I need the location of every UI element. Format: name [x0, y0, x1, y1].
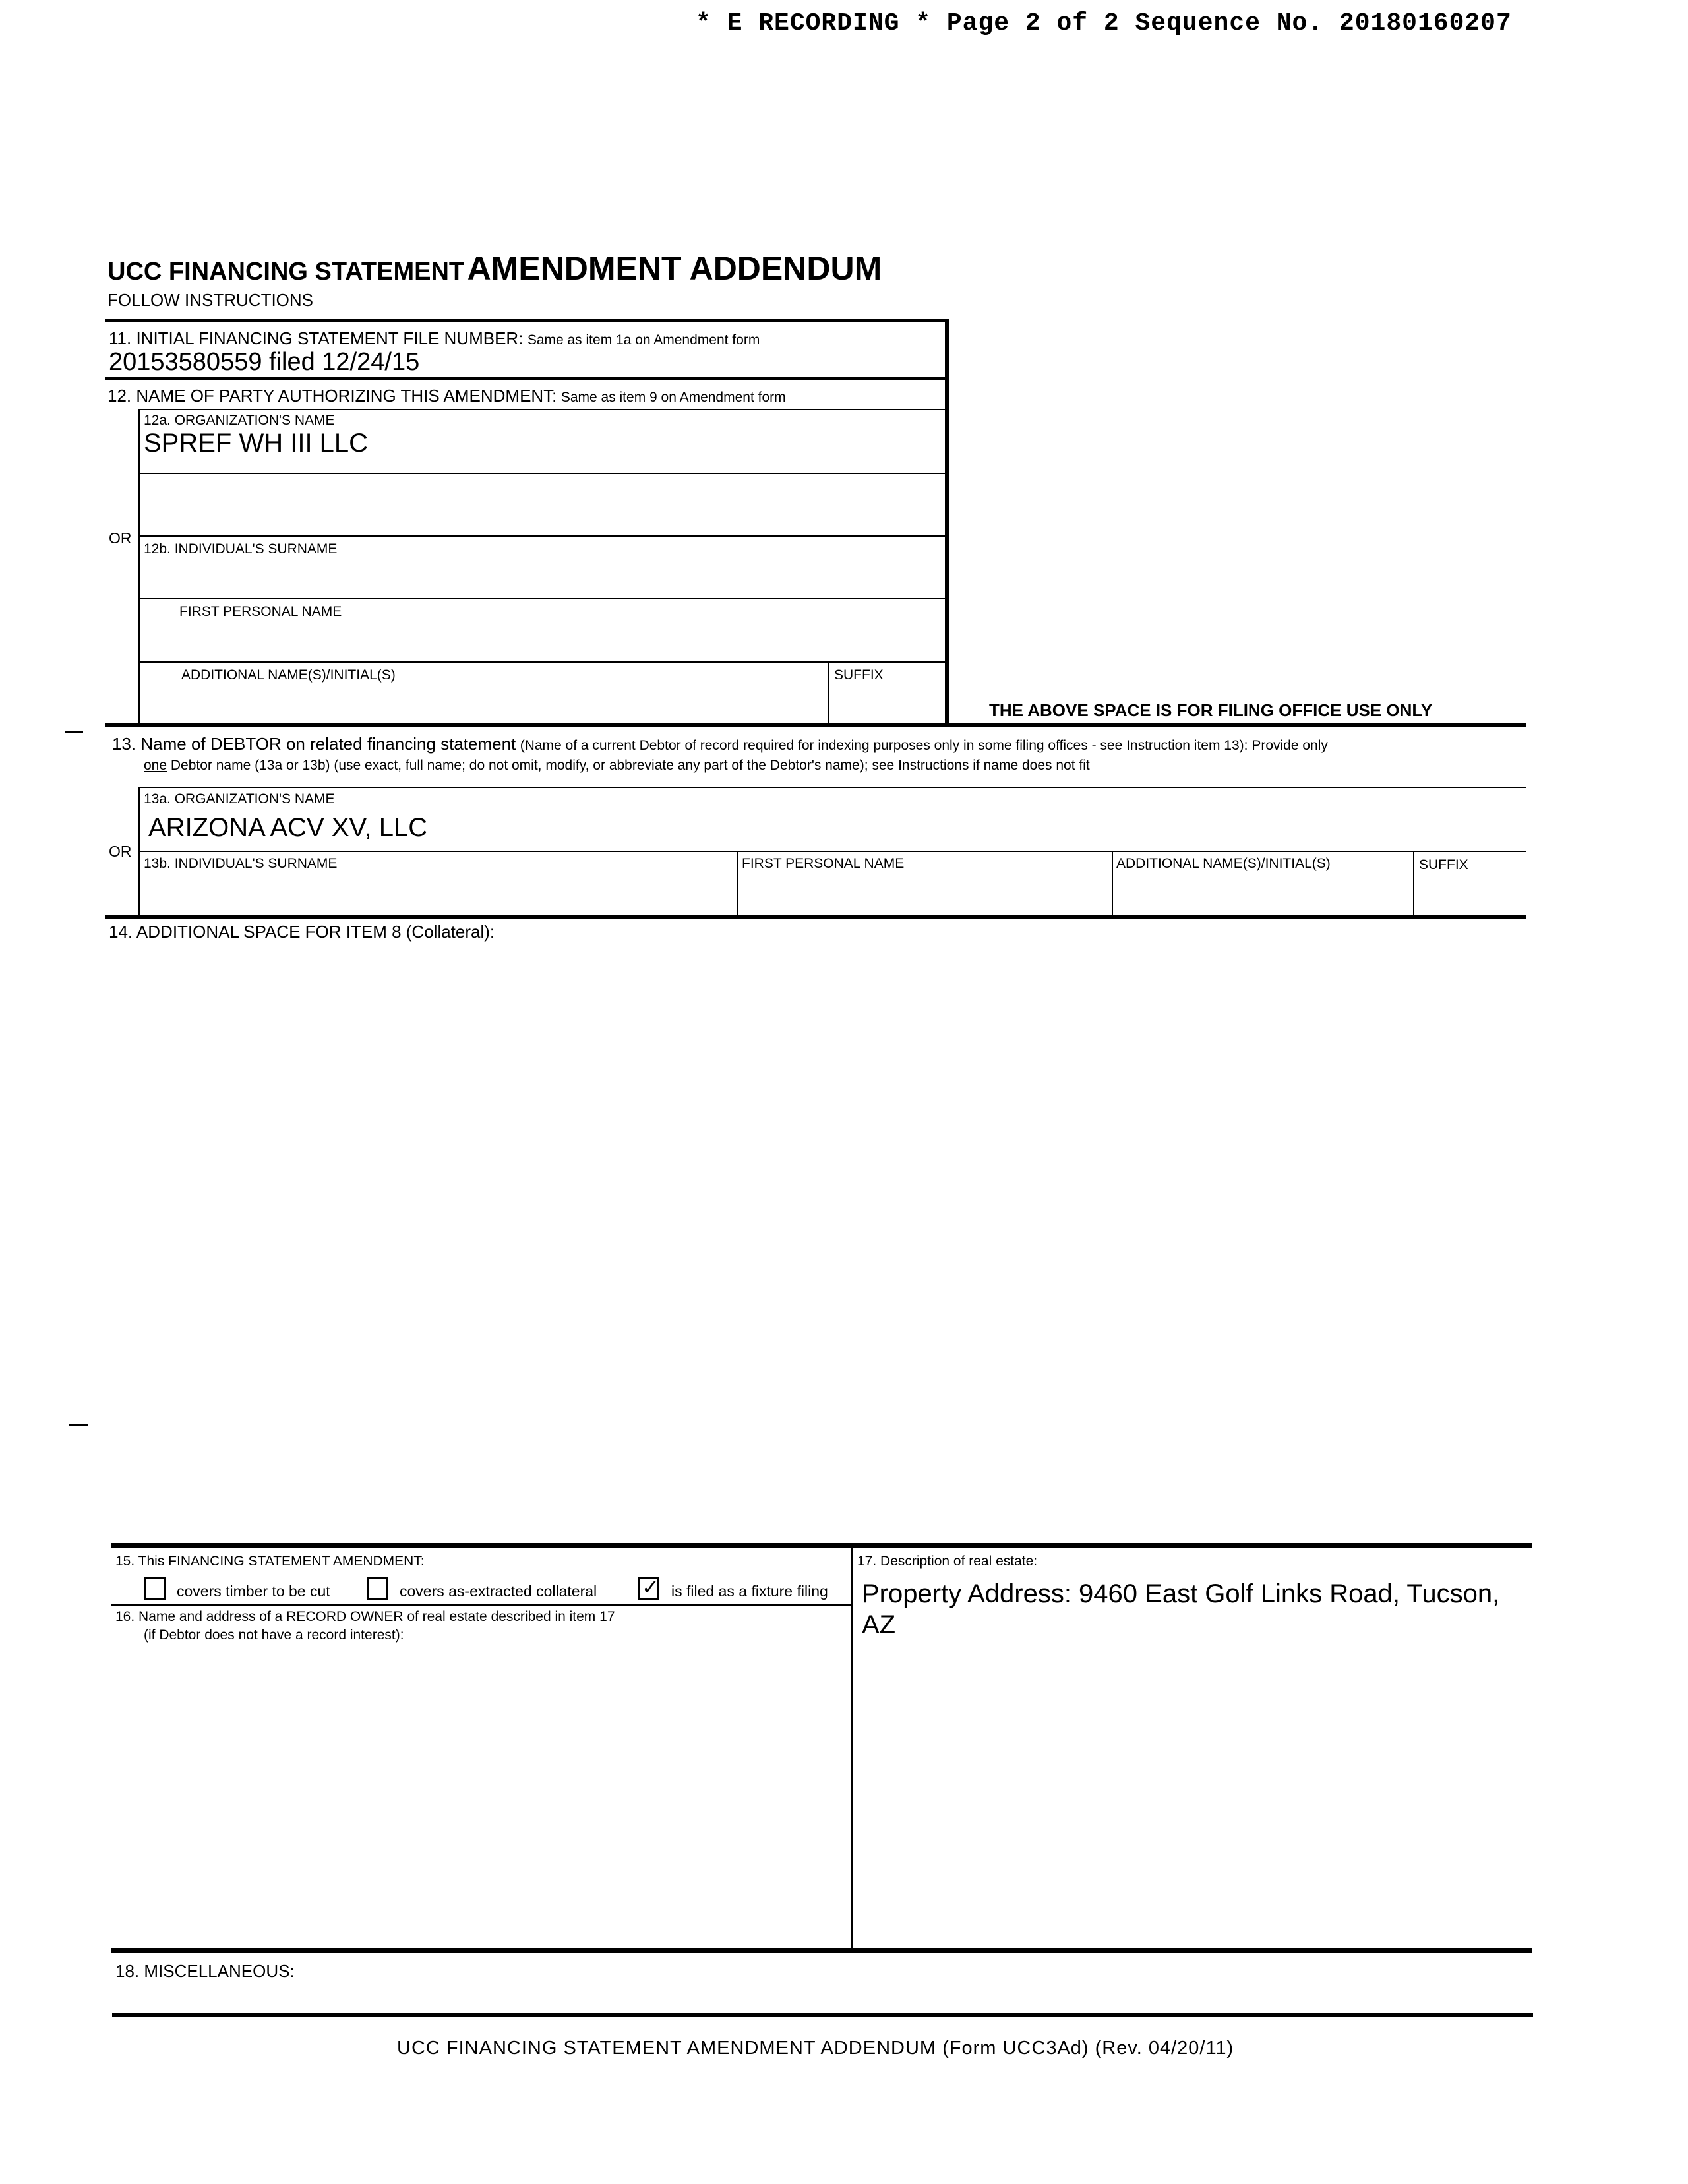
box-top-border — [106, 319, 948, 322]
checkbox-fixture-filing[interactable] — [638, 1577, 659, 1600]
checkbox-timber[interactable] — [144, 1577, 166, 1600]
item12b-label: 12b. INDIVIDUAL'S SURNAME — [144, 541, 338, 557]
item16-label: 16. Name and address of a RECORD OWNER of real estate described in item 17 — [115, 1609, 615, 1624]
checkmark-icon: ✓ — [642, 1575, 659, 1600]
item17-value-line2: AZ — [862, 1610, 896, 1639]
item18-bottom-border — [112, 2013, 1533, 2017]
item13a-label: 13a. ORGANIZATION'S NAME — [144, 791, 335, 806]
item13-bottom-border — [106, 915, 1526, 919]
filing-office-note: THE ABOVE SPACE IS FOR FILING OFFICE USE ONLY — [989, 700, 1433, 720]
item12-suffix-divider — [828, 661, 829, 724]
form-title-small: UCC FINANCING STATEMENT — [107, 258, 465, 286]
item13-label: 13. Name of DEBTOR on related financing statement (Name of a current Debtor of record required for indexing purposes only in some filing offices - see Instruction item 13): Provide only — [112, 734, 1328, 754]
item16-top-border — [111, 1604, 852, 1606]
item17-value-line1: Property Address: 9460 East Golf Links Road, Tucson, — [862, 1579, 1500, 1608]
recording-banner: * E RECORDING * Page 2 of 2 Sequence No. 20180160207 — [696, 9, 1512, 38]
item13-top-border — [106, 723, 1526, 727]
item18-top-border — [111, 1948, 1532, 1953]
item13-suffix-label: SUFFIX — [1419, 857, 1468, 872]
form-title — [107, 249, 882, 288]
item12-grid-left — [138, 409, 140, 724]
item12-or: OR — [109, 530, 132, 547]
item13-additional-label: ADDITIONAL NAME(S)/INITIAL(S) — [1116, 856, 1331, 871]
item13-row-border — [138, 851, 1526, 852]
item13-first-name-label: FIRST PERSONAL NAME — [742, 856, 905, 871]
checkbox-as-extracted[interactable] — [367, 1577, 388, 1600]
left-margin-tick-2 — [69, 1424, 88, 1426]
checkbox-as-extracted-label: covers as-extracted collateral — [400, 1583, 597, 1600]
item13-divider-2 — [1112, 851, 1113, 915]
item13b-label: 13b. INDIVIDUAL'S SURNAME — [144, 856, 338, 871]
item12-first-name-label: FIRST PERSONAL NAME — [179, 604, 342, 619]
item13-divider-3 — [1413, 851, 1414, 915]
item11-bottom-border — [106, 377, 948, 380]
checkbox-timber-label: covers timber to be cut — [177, 1583, 330, 1600]
form-footer: UCC FINANCING STATEMENT AMENDMENT ADDENDUM (Form UCC3Ad) (Rev. 04/20/11) — [397, 2038, 1234, 2059]
item17-label: 17. Description of real estate: — [857, 1554, 1038, 1569]
left-margin-tick-1 — [65, 731, 83, 733]
item11-label: 11. INITIAL FINANCING STATEMENT FILE NUMBER: Same as item 1a on Amendment form — [109, 328, 760, 348]
item12-additional-label: ADDITIONAL NAME(S)/INITIAL(S) — [181, 667, 396, 682]
item11-file-number: 20153580559 filed 12/24/15 — [109, 348, 420, 376]
follow-instructions: FOLLOW INSTRUCTIONS — [107, 290, 314, 310]
item14-label: 14. ADDITIONAL SPACE FOR ITEM 8 (Collateral): — [109, 922, 495, 942]
item12-row3-border — [138, 598, 946, 599]
item13-grid-top — [138, 787, 1526, 788]
item13-or: OR — [109, 843, 132, 860]
item12a-label: 12a. ORGANIZATION'S NAME — [144, 413, 335, 428]
item12-row2-border — [138, 535, 946, 537]
box-right-border — [945, 319, 949, 724]
item12-row4-border — [138, 661, 946, 663]
item13-note-line2: one Debtor name (13a or 13b) (use exact, full name; do not omit, modify, or abbreviate any part of the Debtor's name); see Instructions if name does not fit — [144, 758, 1090, 773]
form-title-large: AMENDMENT ADDENDUM — [467, 250, 882, 287]
item12-grid-top — [138, 409, 946, 410]
item16-sublabel: (if Debtor does not have a record interest): — [144, 1627, 404, 1643]
item12-suffix-label: SUFFIX — [834, 667, 884, 682]
item18-label: 18. MISCELLANEOUS: — [115, 1961, 295, 1981]
item12-row1-border — [138, 473, 946, 474]
item15-label: 15. This FINANCING STATEMENT AMENDMENT: — [115, 1554, 425, 1569]
item12-label: 12. NAME OF PARTY AUTHORIZING THIS AMENDMENT: Same as item 9 on Amendment form — [107, 386, 786, 406]
item12a-value: SPREF WH III LLC — [144, 429, 369, 458]
item13a-value: ARIZONA ACV XV, LLC — [148, 813, 428, 842]
checkbox-fixture-filing-label: is filed as a fixture filing — [671, 1583, 828, 1600]
item15-top-border — [111, 1543, 1532, 1548]
item13-divider-1 — [737, 851, 738, 915]
